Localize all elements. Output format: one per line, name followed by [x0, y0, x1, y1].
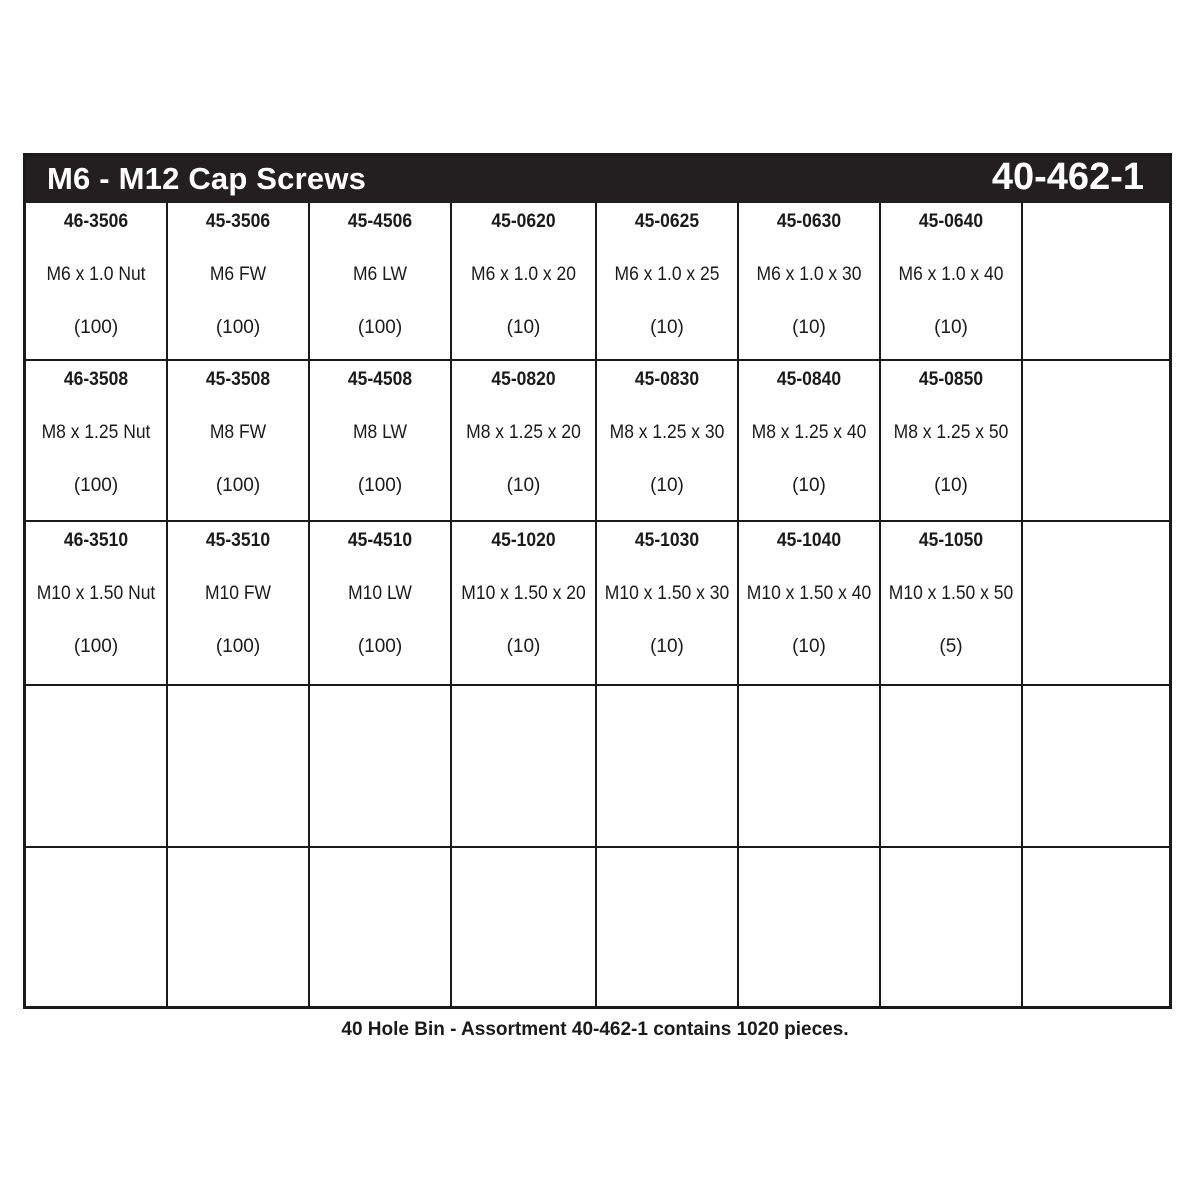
part-description: M6 x 1.0 x 30 [756, 264, 862, 285]
bin-cell [26, 203, 168, 361]
part-quantity: (10) [650, 475, 684, 496]
bin-cell [739, 522, 881, 686]
part-quantity: (10) [792, 636, 826, 657]
bin-cell [310, 522, 452, 686]
part-quantity: (100) [215, 636, 261, 657]
part-description: M10 FW [204, 583, 272, 604]
bin-cell [1023, 203, 1169, 361]
part-description: M6 FW [209, 264, 267, 285]
part-quantity: (100) [215, 475, 261, 496]
part-number: 45-0830 [634, 369, 700, 390]
part-number: 45-0640 [918, 211, 984, 232]
bin-cell [1023, 686, 1169, 848]
bin-cell [597, 686, 739, 848]
part-description: M8 x 1.25 x 20 [466, 422, 581, 443]
bin-cell [739, 686, 881, 848]
part-description: M8 LW [352, 422, 408, 443]
bin-cell [452, 522, 597, 686]
bin-cell [168, 522, 310, 686]
bin-cell [168, 361, 310, 522]
part-number: 45-3508 [205, 369, 271, 390]
bin-cell [310, 686, 452, 848]
part-number: 45-0630 [776, 211, 842, 232]
part-quantity: (100) [215, 317, 261, 338]
part-quantity: (10) [792, 317, 826, 338]
bin-cell [310, 361, 452, 522]
part-number: 45-0620 [491, 211, 556, 232]
part-description: M10 LW [348, 583, 412, 604]
bin-cell [881, 686, 1023, 848]
bin-grid [26, 203, 1169, 1006]
part-quantity: (100) [73, 317, 119, 338]
bin-cell [452, 203, 597, 361]
part-description: M10 x 1.50 x 50 [888, 583, 1014, 604]
part-quantity: (10) [934, 475, 968, 496]
part-description: M6 x 1.0 x 25 [614, 264, 720, 285]
bin-cell [881, 361, 1023, 522]
bin-cell [1023, 522, 1169, 686]
part-description: M8 x 1.25 x 50 [893, 422, 1009, 443]
part-description: M8 x 1.25 x 30 [609, 422, 725, 443]
bin-cell [881, 203, 1023, 361]
part-number: 45-0840 [776, 369, 842, 390]
part-number: 45-1040 [776, 530, 842, 551]
bin-cell [168, 848, 310, 1006]
part-description: M10 x 1.50 x 20 [461, 583, 586, 604]
bin-cell [26, 848, 168, 1006]
part-description: M8 x 1.25 Nut [41, 422, 151, 443]
part-quantity: (5) [939, 636, 963, 657]
bin-cell [310, 203, 452, 361]
part-quantity: (100) [357, 636, 403, 657]
part-number: 46-3508 [63, 369, 129, 390]
part-quantity: (10) [934, 317, 968, 338]
part-number: 45-0625 [634, 211, 700, 232]
part-description: M6 x 1.0 x 40 [898, 264, 1004, 285]
bin-cell [26, 361, 168, 522]
bin-cell [168, 203, 310, 361]
bin-cell [310, 848, 452, 1006]
part-number: 45-4506 [347, 211, 413, 232]
label-header [26, 156, 1169, 203]
part-description: M8 FW [209, 422, 267, 443]
part-number: 45-4508 [347, 369, 413, 390]
part-number: 45-3510 [205, 530, 271, 551]
part-number: 45-1050 [918, 530, 984, 551]
part-quantity: (10) [650, 636, 684, 657]
part-quantity: (100) [73, 475, 119, 496]
part-number: 46-3510 [63, 530, 129, 551]
bin-cell [739, 848, 881, 1006]
part-number: 45-4510 [347, 530, 413, 551]
part-description: M10 x 1.50 Nut [36, 583, 156, 604]
assortment-code: 40-462-1 [991, 156, 1144, 198]
bin-cell [1023, 361, 1169, 522]
part-quantity: (10) [506, 475, 541, 496]
part-number: 45-1030 [634, 530, 700, 551]
bin-cell [26, 686, 168, 848]
part-quantity: (10) [650, 317, 684, 338]
part-quantity: (100) [357, 475, 403, 496]
part-description: M10 x 1.50 x 30 [604, 583, 730, 604]
part-description: M6 x 1.0 Nut [46, 264, 146, 285]
bin-cell [597, 361, 739, 522]
bin-cell [739, 361, 881, 522]
part-number: 46-3506 [63, 211, 129, 232]
bin-cell [739, 203, 881, 361]
part-quantity: (10) [506, 636, 541, 657]
bin-cell [597, 522, 739, 686]
bin-cell [452, 361, 597, 522]
bin-cell [26, 522, 168, 686]
footer-note: 40 Hole Bin - Assortment 40-462-1 contains 1020 pieces. [341, 1019, 849, 1040]
part-number: 45-0850 [918, 369, 984, 390]
part-quantity: (100) [73, 636, 119, 657]
bin-cell [452, 848, 597, 1006]
bin-cell [881, 522, 1023, 686]
part-quantity: (10) [506, 317, 541, 338]
bin-cell [881, 848, 1023, 1006]
part-number: 45-1020 [491, 530, 556, 551]
bin-cell [168, 686, 310, 848]
part-description: M6 x 1.0 x 20 [471, 264, 576, 285]
part-description: M6 LW [352, 264, 408, 285]
bin-cell [597, 848, 739, 1006]
part-description: M8 x 1.25 x 40 [751, 422, 867, 443]
bin-cell [452, 686, 597, 848]
bin-cell [597, 203, 739, 361]
part-number: 45-3506 [205, 211, 271, 232]
bin-label-sheet [23, 153, 1172, 1009]
part-description: M10 x 1.50 x 40 [746, 583, 872, 604]
part-number: 45-0820 [491, 369, 556, 390]
part-quantity: (10) [792, 475, 826, 496]
part-quantity: (100) [357, 317, 403, 338]
label-title: M6 - M12 Cap Screws [47, 161, 367, 196]
bin-cell [1023, 848, 1169, 1006]
